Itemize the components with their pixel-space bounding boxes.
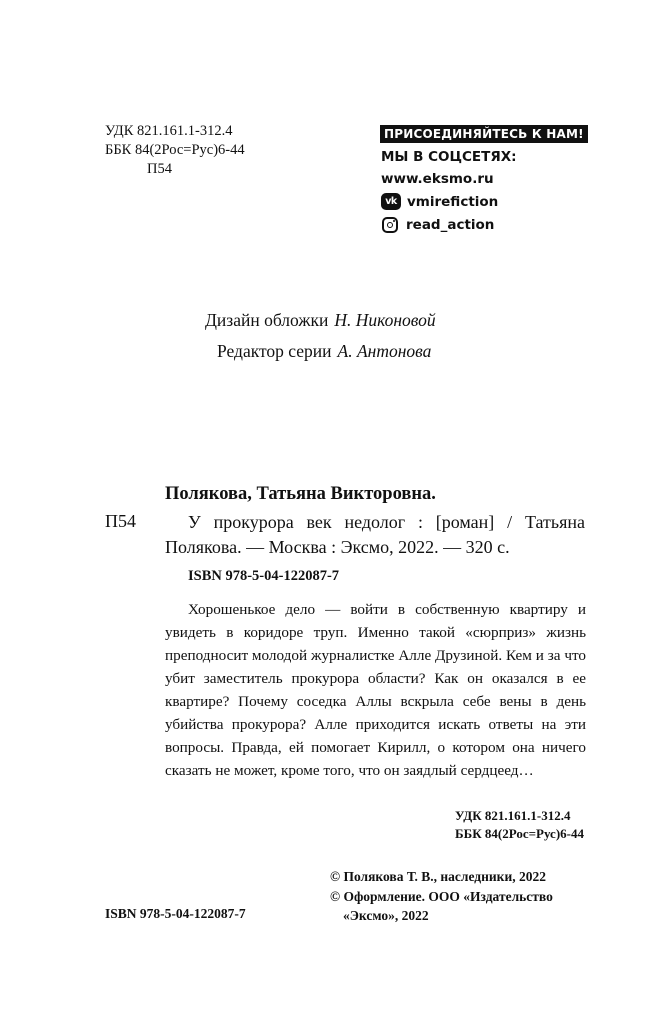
series-editor-name: А. Антонова	[337, 341, 432, 361]
classification-bottom	[455, 807, 584, 843]
instagram-label: read_action	[406, 216, 495, 233]
website-link[interactable]: www.eksmo.ru	[381, 171, 494, 187]
cover-design-credit	[205, 310, 436, 330]
series-editor-credit	[217, 341, 431, 361]
isbn-bottom: ISBN 978-5-04-122087-7	[105, 906, 246, 921]
social-block	[380, 123, 588, 236]
series-editor-role: Редактор серии	[217, 341, 332, 361]
author-heading: Полякова, Татьяна Викторовна.	[165, 484, 436, 504]
vk-label: vmirefiction	[407, 193, 499, 210]
bibliography-code: П54	[105, 511, 136, 531]
cover-design-name: Н. Никоновой	[334, 310, 436, 330]
copyright-publisher: «Эксмо», 2022	[343, 908, 429, 923]
social-heading: МЫ В СОЦСЕТЯХ:	[381, 149, 517, 165]
udk-code-bottom: УДК 821.161.1-312.4	[455, 808, 571, 823]
classification-top	[105, 122, 245, 179]
bbk-code: ББК 84(2Рос=Рус)6-44	[105, 142, 245, 158]
annotation-text: Хорошенькое дело — войти в собственную квартиру и увидеть в коридоре труп. Именно такой «сюрприз» жизнь преподносит молодой журналистке Алле Друзиной. Кем и за что убит заместитель прокурора области? Как он оказался в ее квартире? Почему соседка Аллы вскрыла себе вены в день убийства прокурора? Алле приходится искать ответы на эти вопросы. Правда, ей помогает Кирилл, о котором она ничего сказать не может, кроме того, что он заядлый сердцеед…	[165, 601, 586, 779]
bibliography-description: У прокурора век недолог : [роман] / Татьяна Полякова. — Москва : Эксмо, 2022. — 320 с.	[165, 512, 585, 557]
copyright-design: © Оформление. ООО «Издательство	[330, 888, 553, 904]
join-banner: ПРИСОЕДИНЯЙТЕСЬ К НАМ!	[380, 125, 588, 143]
cover-design-role: Дизайн обложки	[205, 310, 329, 330]
vk-link[interactable]	[381, 190, 588, 213]
bbk-code-bottom: ББК 84(2Рос=Рус)6-44	[455, 826, 584, 841]
isbn-main: ISBN 978-5-04-122087-7	[188, 568, 340, 584]
udk-code: УДК 821.161.1-312.4	[105, 123, 233, 139]
vk-icon: vk	[381, 193, 401, 210]
copyright-block	[330, 867, 553, 926]
copyright-author: © Полякова Т. В., наследники, 2022	[330, 869, 546, 884]
instagram-link[interactable]	[381, 213, 588, 236]
instagram-icon	[382, 217, 398, 233]
author-sign-code: П54	[147, 161, 172, 177]
